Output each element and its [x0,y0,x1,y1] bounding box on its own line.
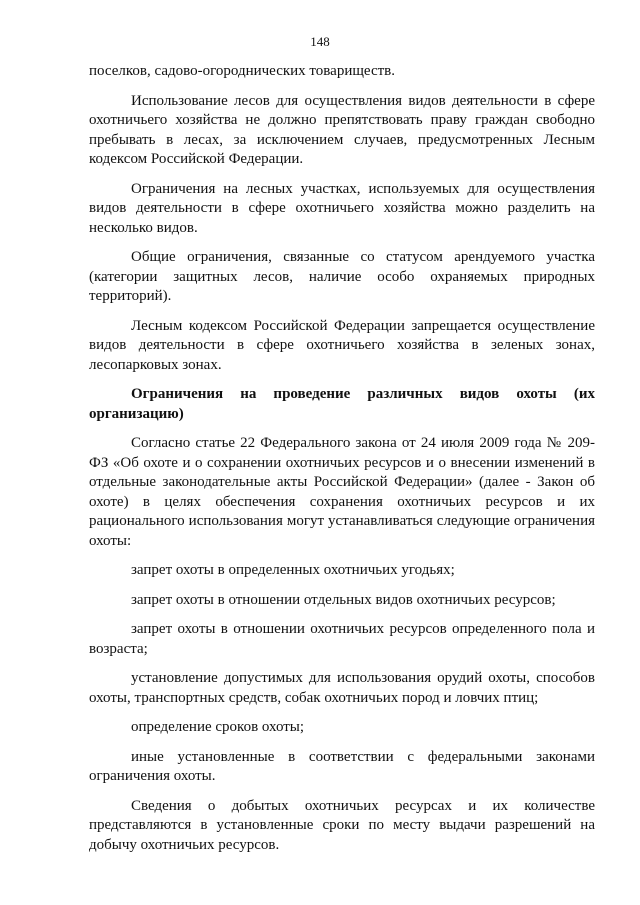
paragraph-forest-code-prohibition: Лесным кодексом Российской Федерации запрещается осуществление видов деятельности в сфере охотничьего хозяйства в зеленых зонах, лесопарковых зонах. [89,317,595,373]
list-item-restriction: запрет охоты в определенных охотничьих угодьях; [131,562,455,578]
paragraph-article-22: Согласно статье 22 Федерального закона от 24 июля 2009 года № 209-ФЗ «Об охоте и о сохранении охотничьих ресурсов и о внесении изменений в отдельные законодательные акты Российской Федерации» (далее - Закон об охоте) в целях обеспечения сохранения охотничьих ресурсов и их рационального использования могут устанавливаться следующие ограничения охоты: [89,435,595,549]
section-heading: Ограничения на проведение различных видов охоты (их организацию) [89,386,595,422]
document-body [89,62,595,855]
list-item-restriction: установление допустимых для использования орудий охоты, способов охоты, транспортных средств, собак охотничьих пород и ловчих птиц; [89,670,595,706]
page-number: 148 [310,34,330,49]
paragraph-forest-use: Использование лесов для осуществления видов деятельности в сфере охотничьего хозяйства не должно препятствовать праву граждан свободно пребывать в лесах, за исключением случаев, предусмотренных Лесным кодексом Российской Федерации. [89,92,595,167]
paragraph-restrictions-types: Ограничения на лесных участках, используемых для осуществления видов деятельности в сфере охотничьего хозяйства можно разделить на несколько видов. [89,180,595,236]
paragraph-continuation: поселков, садово-огороднических товариществ. [89,63,395,79]
list-item-restriction: запрет охоты в отношении отдельных видов охотничьих ресурсов; [131,591,556,608]
paragraph-general-restrictions: Общие ограничения, связанные со статусом арендуемого участка (категории защитных лесов, наличие особо охраняемых природных территорий). [89,249,595,304]
list-item-restriction: определение сроков охоты; [131,719,305,735]
list-item-restriction: иные установленные в соответствии с федеральными законами ограничения охоты. [89,748,595,784]
paragraph-reporting: Сведения о добытых охотничьих ресурсах и их количестве представляются в установленные сроки по месту выдачи разрешений на добычу охотничьих ресурсов. [89,797,595,853]
list-item-restriction: запрет охоты в отношении охотничьих ресурсов определенного пола и возраста; [89,621,595,657]
